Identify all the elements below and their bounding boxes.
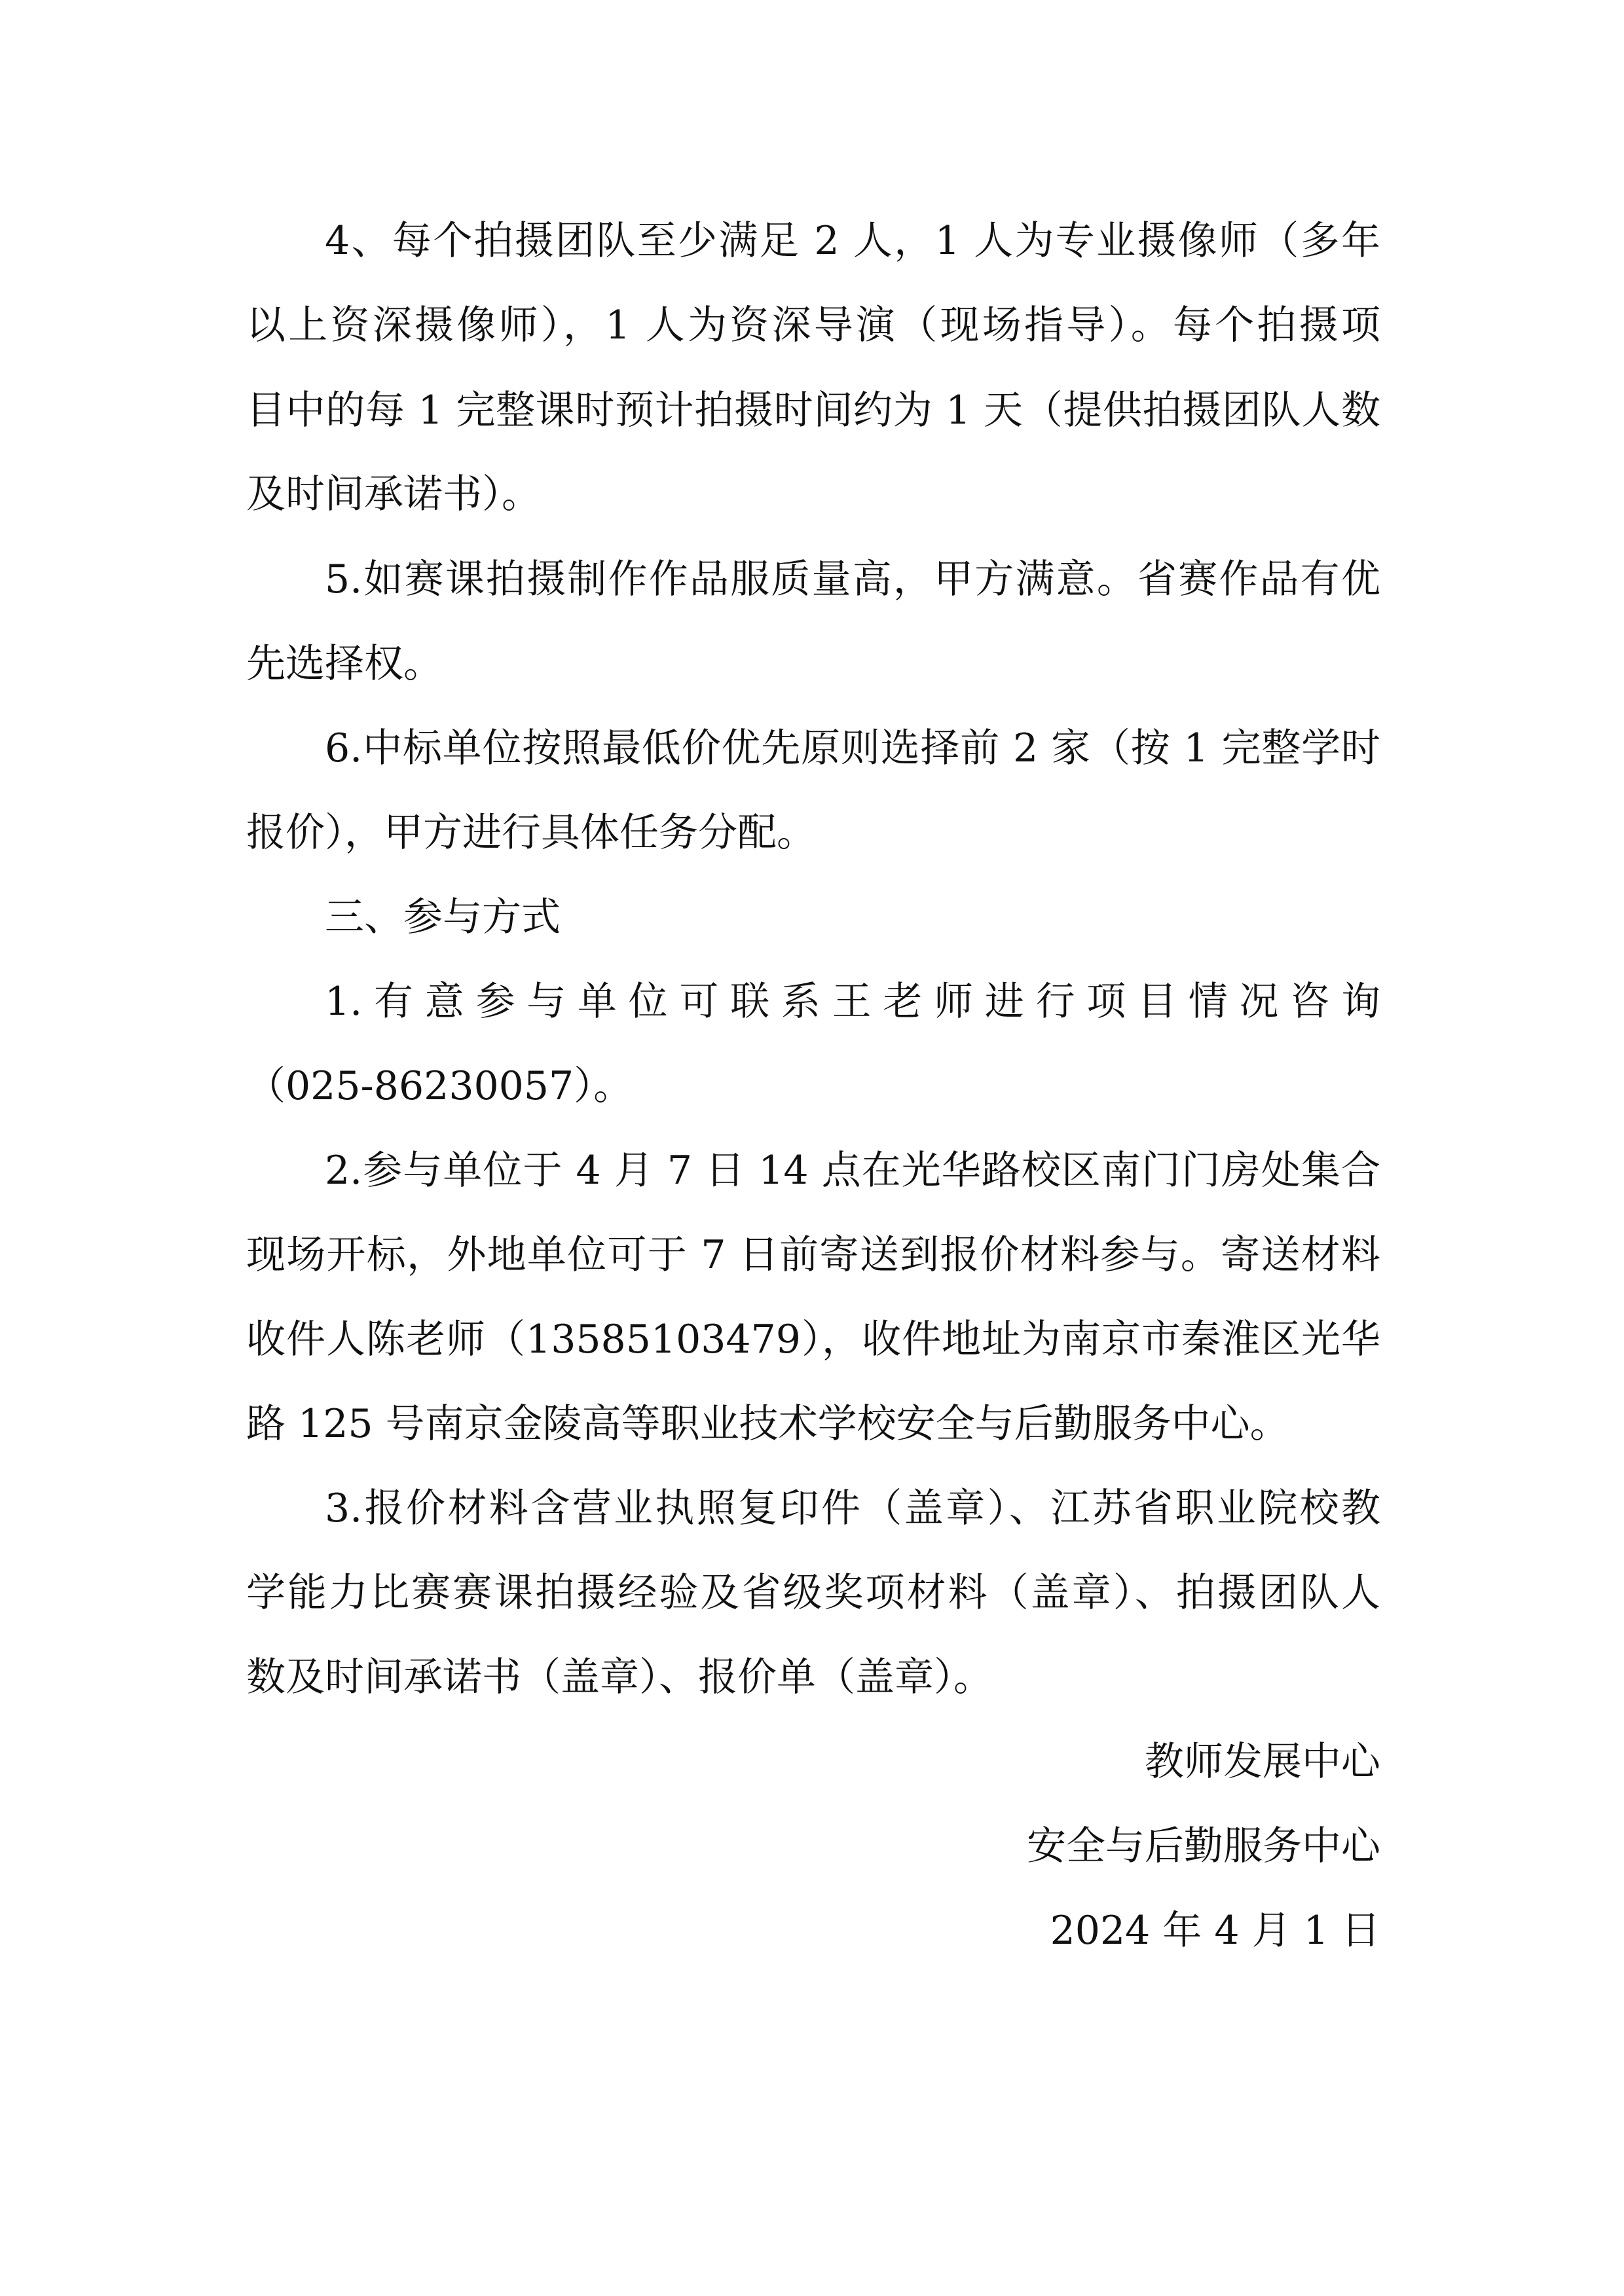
item-4-line-3: 目中的每 1 完整课时预计拍摄时间约为 1 天（提供拍摄团队人数 xyxy=(246,388,1380,433)
signature-dept-teacher-development: 教师发展中心 xyxy=(1145,1739,1380,1785)
method-2-line-4: 路 125 号南京金陵高等职业技术学校安全与后勤服务中心。 xyxy=(246,1401,1289,1447)
method-3-line-3: 数及时间承诺书（盖章）、报价单（盖章）。 xyxy=(246,1654,993,1700)
signature-date: 2024 年 4 月 1 日 xyxy=(1050,1908,1380,1954)
method-1-line-1: 1.有意参与单位可联系王老师进行项目情况咨询 xyxy=(325,979,1380,1025)
method-3-line-1: 3.报价材料含营业执照复印件（盖章）、江苏省职业院校教 xyxy=(325,1485,1380,1531)
item-4-line-1: 4、每个拍摄团队至少满足 2 人，1 人为专业摄像师（多年 xyxy=(325,218,1380,264)
method-2-line-2: 现场开标，外地单位可于 7 日前寄送到报价材料参与。寄送材料 xyxy=(246,1232,1380,1278)
item-6-line-1: 6.中标单位按照最低价优先原则选择前 2 家（按 1 完整学时 xyxy=(325,725,1380,771)
method-2-line-3: 收件人陈老师（13585103479），收件地址为南京市秦淮区光华 xyxy=(246,1317,1380,1362)
section-heading: 三、参与方式 xyxy=(325,894,561,940)
signature-dept-logistics: 安全与后勤服务中心 xyxy=(1027,1823,1380,1869)
method-3-line-2: 学能力比赛赛课拍摄经验及省级奖项材料（盖章）、拍摄团队人 xyxy=(246,1570,1380,1616)
item-4-line-4: 及时间承诺书）。 xyxy=(246,471,541,517)
item-6-line-2: 报价），甲方进行具体任务分配。 xyxy=(246,810,816,856)
item-5-line-1: 5.如赛课拍摄制作作品服质量高，甲方满意。省赛作品有优 xyxy=(325,556,1380,602)
item-4-line-2: 以上资深摄像师），1 人为资深导演（现场指导）。每个拍摄项 xyxy=(246,302,1380,348)
method-2-line-1: 2.参与单位于 4 月 7 日 14 点在光华路校区南门门房处集合 xyxy=(325,1148,1380,1194)
item-5-line-2: 先选择权。 xyxy=(246,641,443,687)
method-1-line-2: （025-86230057）。 xyxy=(246,1063,633,1109)
